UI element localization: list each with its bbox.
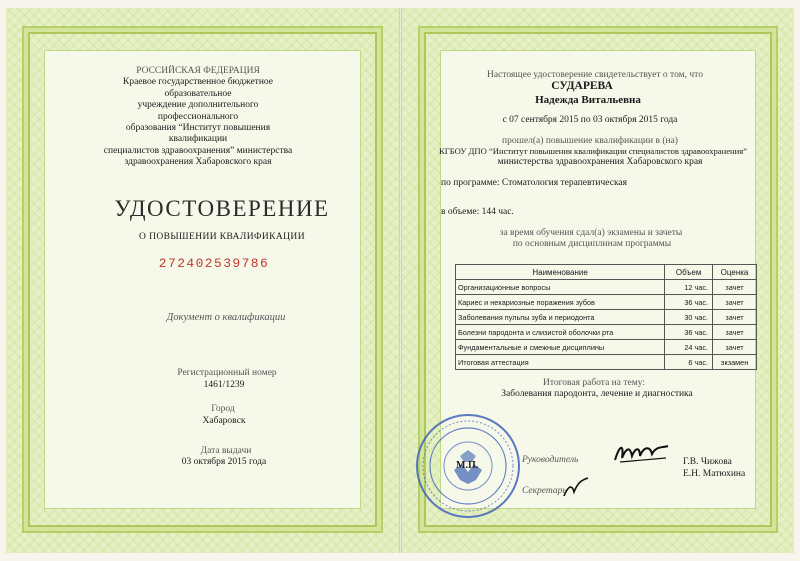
discipline-name: Заболевания пульпы зуба и периодонта: [456, 310, 665, 325]
training-institution: КГБОУ ДПО “Институт повышения квалификации специалистов здравоохранения”: [439, 146, 747, 156]
discipline-grade: зачет: [713, 310, 757, 325]
organization-line: учреждение дополнительного профессионального: [137, 100, 259, 122]
discipline-grade: зачет: [713, 325, 757, 340]
disciplines-table: [455, 264, 757, 370]
discipline-grade: зачет: [713, 340, 757, 355]
column-header-grade: Оценка: [713, 265, 757, 280]
exams-text-line2: по основным дисциплинам программы: [512, 239, 672, 249]
discipline-grade: зачет: [713, 280, 757, 295]
issue-date-label: Дата выдачи: [200, 446, 252, 456]
organization-line: специалистов здравоохранения” министерства: [103, 145, 293, 156]
table-row: [456, 340, 757, 355]
secretary-signature: [562, 476, 590, 500]
intro-text: Настоящее удостоверение свидетельствует о том, что: [487, 70, 703, 80]
institution-ministry: министерства здравоохранения Хабаровского края: [497, 157, 703, 167]
discipline-grade: зачет: [713, 295, 757, 310]
organization-line: образования “Институт повышения квалификации: [125, 123, 271, 145]
table-row: [456, 310, 757, 325]
column-header-name: Наименование: [456, 265, 665, 280]
issuing-organization: [103, 66, 293, 169]
document-type: Документ о квалификации: [166, 312, 286, 323]
training-volume: в объеме: 144 час.: [441, 207, 514, 217]
city-value: Хабаровск: [202, 416, 246, 426]
discipline-hours: 24 час.: [665, 340, 713, 355]
head-signature: [612, 440, 672, 466]
organization-line: здравоохранения Хабаровского края: [124, 157, 272, 168]
exams-text-line1: за время обучения сдал(а) экзамены и зачеты: [499, 228, 683, 238]
table-header-row: [456, 265, 757, 280]
final-work-topic: Заболевания пародонта, лечение и диагностика: [501, 389, 693, 399]
table-row: [456, 295, 757, 310]
discipline-hours: 36 час.: [665, 325, 713, 340]
training-period: с 07 сентября 2015 по 03 октября 2015 года: [502, 115, 678, 125]
secretary-label: Секретарь: [522, 486, 567, 496]
registration-number: 1461/1239: [203, 380, 245, 390]
passed-training-text: прошел(а) повышение квалификации в (на): [502, 136, 678, 146]
final-work-label: Итоговая работа на тему:: [543, 378, 645, 388]
discipline-name: Болезни пародонта и слизистой оболочки рта: [456, 325, 665, 340]
table-row: [456, 325, 757, 340]
certificate-number: 272402539786: [158, 256, 270, 271]
discipline-name: Кариес и некариозные поражения зубов: [456, 295, 665, 310]
secretary-name: Е.Н. Матюхина: [683, 469, 746, 479]
holder-surname: СУДАРЕВА: [551, 80, 613, 92]
head-name: Г.В. Чижова: [683, 457, 732, 467]
table-row: [456, 280, 757, 295]
page-fold: [399, 8, 402, 553]
table-row: [456, 355, 757, 370]
discipline-hours: 12 час.: [665, 280, 713, 295]
document-subtitle: О ПОВЫШЕНИИ КВАЛИФИКАЦИИ: [139, 232, 305, 242]
organization-line: Краевое государственное бюджетное образовательное: [123, 77, 273, 99]
discipline-hours: 30 час.: [665, 310, 713, 325]
discipline-hours: 36 час.: [665, 295, 713, 310]
column-header-volume: Объем: [665, 265, 713, 280]
head-label: Руководитель: [522, 455, 579, 465]
issue-date: 03 октября 2015 года: [181, 457, 267, 467]
discipline-name: Фундаментальные и смежные дисциплины: [456, 340, 665, 355]
discipline-grade: экзамен: [713, 355, 757, 370]
country-name: РОССИЙСКАЯ ФЕДЕРАЦИЯ: [136, 66, 260, 76]
training-program: по программе: Стоматология терапевтическая: [441, 178, 628, 188]
holder-name: Надежда Витальевна: [535, 94, 641, 106]
discipline-name: Организационные вопросы: [456, 280, 665, 295]
discipline-name: Итоговая аттестация: [456, 355, 665, 370]
seal-mp-label: М.П.: [456, 460, 479, 471]
registration-label: Регистрационный номер: [177, 368, 277, 378]
discipline-hours: 6 час.: [665, 355, 713, 370]
city-label: Город: [211, 404, 235, 414]
document-title: УДОСТОВЕРЕНИЕ: [114, 196, 330, 221]
